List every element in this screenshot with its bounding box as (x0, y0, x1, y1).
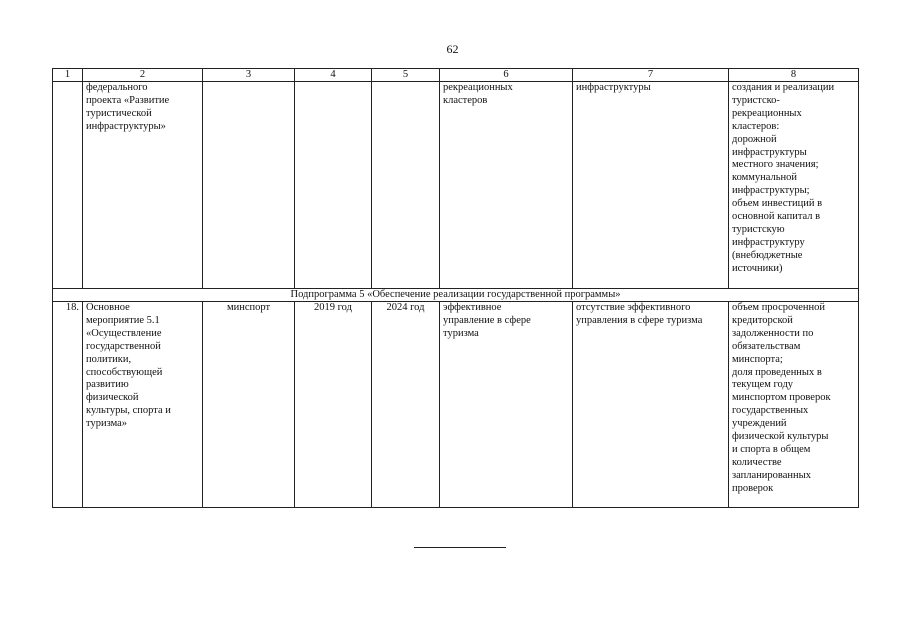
indicators-cell: объем просроченной кредиторской задолженности по обязательствам минспорта; доля проведенных в текущем году минспортом проверок государственных учреждений физической культуры и спорта в общем количестве запланированных проверок (729, 302, 859, 508)
executor-cell (203, 82, 295, 289)
expected-result-cell: эффективное управление в сфере туризма (440, 302, 573, 508)
page-number: 62 (446, 42, 459, 56)
executor-cell: минспорт (203, 302, 295, 508)
measures-table (52, 68, 859, 508)
subprogram-title: Подпрограмма 5 «Обеспечение реализации государственной программы» (53, 289, 859, 302)
row-number-cell (53, 82, 83, 289)
end-date-cell (372, 82, 440, 289)
consequences-cell: инфраструктуры (573, 82, 729, 289)
start-date-cell: 2019 год (295, 302, 372, 508)
end-date-cell: 2024 год (372, 302, 440, 508)
row-number-cell: 18. (53, 302, 83, 508)
measure-name-cell: Основное мероприятие 5.1 «Осуществление государственной политики, способствующей развитию физической культуры, спорта и туризма» (83, 302, 203, 508)
header-col-1: 1 (53, 69, 83, 82)
header-col-3: 3 (203, 69, 295, 82)
table-row-18 (53, 302, 859, 508)
consequences-cell: отсутствие эффективного управления в сфере туризма (573, 302, 729, 508)
closing-rule (414, 547, 506, 548)
header-col-6: 6 (440, 69, 573, 82)
header-col-4: 4 (295, 69, 372, 82)
start-date-cell (295, 82, 372, 289)
table-row-continuation (53, 82, 859, 289)
header-col-2: 2 (83, 69, 203, 82)
header-col-5: 5 (372, 69, 440, 82)
subprogram-row (53, 289, 859, 302)
header-col-8: 8 (729, 69, 859, 82)
measure-name-cell: федерального проекта «Развитие туристической инфраструктуры» (83, 82, 203, 289)
indicators-cell: создания и реализации туристско- рекреационных кластеров: дорожной инфраструктуры местного значения; коммунальной инфраструктуры; объем инвестиций в основной капитал в туристскую инфраструктуру (внебюджетные источники) (729, 82, 859, 289)
header-row (53, 69, 859, 82)
expected-result-cell: рекреационных кластеров (440, 82, 573, 289)
header-col-7: 7 (573, 69, 729, 82)
